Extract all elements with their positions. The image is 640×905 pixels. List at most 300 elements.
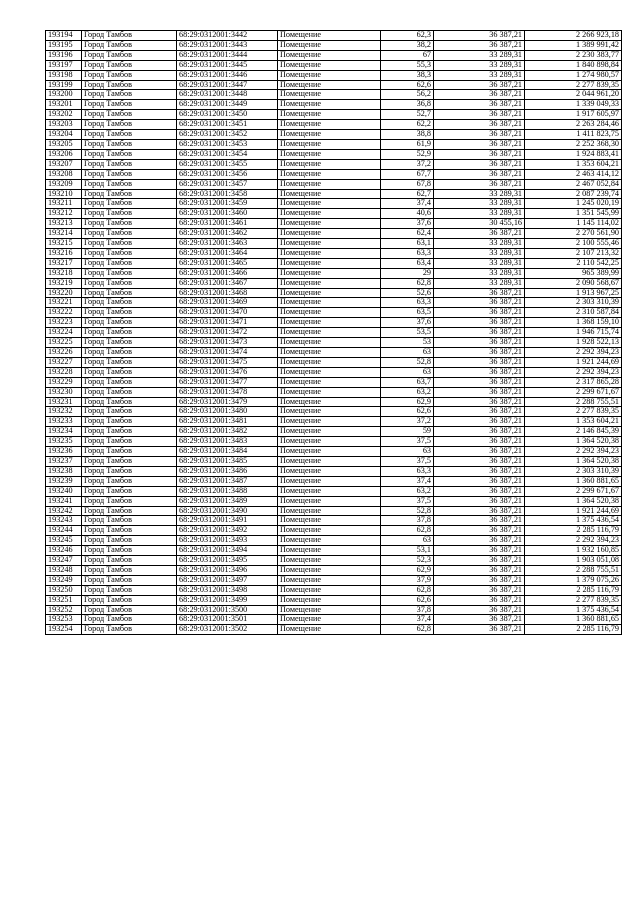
cadastral-number-cell: 68:29:0312001:3466: [177, 268, 278, 278]
cadastral-number-cell: 68:29:0312001:3455: [177, 159, 278, 169]
city-cell: Город Тамбов: [82, 328, 177, 338]
unit-price-cell: 36 387,21: [434, 159, 525, 169]
area-cell: 63,5: [381, 308, 434, 318]
table-row: [46, 427, 622, 437]
city-cell: Город Тамбов: [82, 189, 177, 199]
table-row: [46, 268, 622, 278]
cadastral-value-cell: 2 230 383,77: [525, 50, 622, 60]
cadastral-value-cell: 2 317 865,28: [525, 377, 622, 387]
cadastral-value-cell: 1 368 159,10: [525, 318, 622, 328]
city-cell: Город Тамбов: [82, 318, 177, 328]
object-type-cell: Помещение: [278, 496, 381, 506]
row-number-cell: 193252: [46, 605, 82, 615]
cadastral-value-cell: 1 389 991,42: [525, 40, 622, 50]
area-cell: 38,8: [381, 130, 434, 140]
cadastral-value-cell: 2 146 845,39: [525, 427, 622, 437]
table-row: [46, 60, 622, 70]
area-cell: 62,6: [381, 80, 434, 90]
table-row: [46, 575, 622, 585]
row-number-cell: 193208: [46, 169, 82, 179]
area-cell: 37,6: [381, 318, 434, 328]
object-type-cell: Помещение: [278, 536, 381, 546]
city-cell: Город Тамбов: [82, 80, 177, 90]
city-cell: Город Тамбов: [82, 239, 177, 249]
table-row: [46, 50, 622, 60]
table-row: [46, 367, 622, 377]
cadastral-value-cell: 2 263 284,46: [525, 120, 622, 130]
city-cell: Город Тамбов: [82, 219, 177, 229]
cadastral-value-cell: 2 288 755,51: [525, 565, 622, 575]
area-cell: 67,7: [381, 169, 434, 179]
city-cell: Город Тамбов: [82, 90, 177, 100]
area-cell: 37,5: [381, 496, 434, 506]
city-cell: Город Тамбов: [82, 486, 177, 496]
table-row: [46, 80, 622, 90]
cadastral-number-cell: 68:29:0312001:3481: [177, 417, 278, 427]
area-cell: 37,5: [381, 437, 434, 447]
area-cell: 55,3: [381, 60, 434, 70]
cadastral-value-cell: 1 840 898,84: [525, 60, 622, 70]
cadastral-value-cell: 1 145 114,02: [525, 219, 622, 229]
table-row: [46, 546, 622, 556]
area-cell: 63,3: [381, 248, 434, 258]
table-row: [46, 556, 622, 566]
unit-price-cell: 36 387,21: [434, 595, 525, 605]
cadastral-number-cell: 68:29:0312001:3486: [177, 466, 278, 476]
cadastral-number-cell: 68:29:0312001:3452: [177, 130, 278, 140]
area-cell: 36,8: [381, 100, 434, 110]
cadastral-value-cell: 1 924 883,41: [525, 149, 622, 159]
unit-price-cell: 33 289,31: [434, 239, 525, 249]
object-type-cell: Помещение: [278, 258, 381, 268]
object-type-cell: Помещение: [278, 199, 381, 209]
area-cell: 38,3: [381, 70, 434, 80]
table-row: [46, 248, 622, 258]
object-type-cell: Помещение: [278, 308, 381, 318]
table-row: [46, 40, 622, 50]
area-cell: 37,4: [381, 476, 434, 486]
unit-price-cell: 33 289,31: [434, 70, 525, 80]
table-row: [46, 90, 622, 100]
object-type-cell: Помещение: [278, 219, 381, 229]
cadastral-number-cell: 68:29:0312001:3489: [177, 496, 278, 506]
cadastral-number-cell: 68:29:0312001:3484: [177, 447, 278, 457]
object-type-cell: Помещение: [278, 120, 381, 130]
object-type-cell: Помещение: [278, 70, 381, 80]
area-cell: 63,1: [381, 239, 434, 249]
object-type-cell: Помещение: [278, 526, 381, 536]
cadastral-number-cell: 68:29:0312001:3500: [177, 605, 278, 615]
unit-price-cell: 36 387,21: [434, 179, 525, 189]
table-row: [46, 189, 622, 199]
city-cell: Город Тамбов: [82, 476, 177, 486]
unit-price-cell: 36 387,21: [434, 288, 525, 298]
table-row: [46, 318, 622, 328]
cadastral-value-cell: 1 364 520,38: [525, 456, 622, 466]
city-cell: Город Тамбов: [82, 565, 177, 575]
cadastral-number-cell: 68:29:0312001:3469: [177, 298, 278, 308]
city-cell: Город Тамбов: [82, 447, 177, 457]
cadastral-value-cell: 2 463 414,12: [525, 169, 622, 179]
cadastral-number-cell: 68:29:0312001:3499: [177, 595, 278, 605]
table-row: [46, 288, 622, 298]
table-row: [46, 357, 622, 367]
cadastral-value-cell: 2 467 052,84: [525, 179, 622, 189]
table-row: [46, 536, 622, 546]
cadastral-number-cell: 68:29:0312001:3446: [177, 70, 278, 80]
area-cell: 63,4: [381, 258, 434, 268]
cadastral-number-cell: 68:29:0312001:3488: [177, 486, 278, 496]
cadastral-number-cell: 68:29:0312001:3442: [177, 31, 278, 41]
row-number-cell: 193247: [46, 556, 82, 566]
city-cell: Город Тамбов: [82, 298, 177, 308]
object-type-cell: Помещение: [278, 348, 381, 358]
city-cell: Город Тамбов: [82, 605, 177, 615]
row-number-cell: 193200: [46, 90, 82, 100]
table-row: [46, 447, 622, 457]
object-type-cell: Помещение: [278, 367, 381, 377]
unit-price-cell: 36 387,21: [434, 328, 525, 338]
cadastral-value-cell: 2 100 555,46: [525, 239, 622, 249]
city-cell: Город Тамбов: [82, 556, 177, 566]
row-number-cell: 193254: [46, 625, 82, 635]
cadastral-value-cell: 2 270 561,90: [525, 229, 622, 239]
area-cell: 63: [381, 447, 434, 457]
unit-price-cell: 36 387,21: [434, 565, 525, 575]
unit-price-cell: 36 387,21: [434, 585, 525, 595]
row-number-cell: 193229: [46, 377, 82, 387]
row-number-cell: 193218: [46, 268, 82, 278]
cadastral-number-cell: 68:29:0312001:3494: [177, 546, 278, 556]
table-row: [46, 298, 622, 308]
table-row: [46, 209, 622, 219]
cadastral-value-cell: 2 044 961,20: [525, 90, 622, 100]
area-cell: 63,2: [381, 387, 434, 397]
object-type-cell: Помещение: [278, 595, 381, 605]
row-number-cell: 193198: [46, 70, 82, 80]
table-row: [46, 496, 622, 506]
city-cell: Город Тамбов: [82, 595, 177, 605]
unit-price-cell: 36 387,21: [434, 397, 525, 407]
table-row: [46, 585, 622, 595]
cadastral-number-cell: 68:29:0312001:3485: [177, 456, 278, 466]
city-cell: Город Тамбов: [82, 546, 177, 556]
cadastral-value-cell: 1 360 881,65: [525, 476, 622, 486]
object-type-cell: Помещение: [278, 407, 381, 417]
cadastral-number-cell: 68:29:0312001:3450: [177, 110, 278, 120]
row-number-cell: 193225: [46, 338, 82, 348]
object-type-cell: Помещение: [278, 139, 381, 149]
table-row: [46, 565, 622, 575]
table-row: [46, 387, 622, 397]
row-number-cell: 193220: [46, 288, 82, 298]
area-cell: 53,5: [381, 328, 434, 338]
cadastral-value-cell: 1 932 160,85: [525, 546, 622, 556]
unit-price-cell: 36 387,21: [434, 417, 525, 427]
unit-price-cell: 33 289,31: [434, 209, 525, 219]
city-cell: Город Тамбов: [82, 169, 177, 179]
object-type-cell: Помещение: [278, 149, 381, 159]
cadastral-number-cell: 68:29:0312001:3461: [177, 219, 278, 229]
table-row: [46, 328, 622, 338]
area-cell: 62,4: [381, 229, 434, 239]
table-body: [46, 31, 622, 635]
unit-price-cell: 36 387,21: [434, 625, 525, 635]
table-row: [46, 407, 622, 417]
row-number-cell: 193202: [46, 110, 82, 120]
area-cell: 62,6: [381, 595, 434, 605]
object-type-cell: Помещение: [278, 377, 381, 387]
row-number-cell: 193210: [46, 189, 82, 199]
cadastral-value-cell: 1 353 604,21: [525, 159, 622, 169]
table-row: [46, 179, 622, 189]
cadastral-value-cell: 1 921 244,69: [525, 357, 622, 367]
row-number-cell: 193205: [46, 139, 82, 149]
object-type-cell: Помещение: [278, 100, 381, 110]
unit-price-cell: 36 387,21: [434, 556, 525, 566]
unit-price-cell: 36 387,21: [434, 130, 525, 140]
unit-price-cell: 36 387,21: [434, 318, 525, 328]
unit-price-cell: 36 387,21: [434, 605, 525, 615]
object-type-cell: Помещение: [278, 447, 381, 457]
object-type-cell: Помещение: [278, 338, 381, 348]
row-number-cell: 193240: [46, 486, 82, 496]
area-cell: 56,2: [381, 90, 434, 100]
cadastral-value-cell: 2 285 116,79: [525, 625, 622, 635]
table-row: [46, 615, 622, 625]
cadastral-value-cell: 1 903 051,08: [525, 556, 622, 566]
unit-price-cell: 33 289,31: [434, 60, 525, 70]
object-type-cell: Помещение: [278, 209, 381, 219]
area-cell: 62,3: [381, 31, 434, 41]
object-type-cell: Помещение: [278, 169, 381, 179]
area-cell: 63,7: [381, 377, 434, 387]
unit-price-cell: 33 289,31: [434, 199, 525, 209]
object-type-cell: Помещение: [278, 575, 381, 585]
cadastral-value-cell: 2 292 394,23: [525, 348, 622, 358]
area-cell: 61,9: [381, 139, 434, 149]
table-row: [46, 169, 622, 179]
city-cell: Город Тамбов: [82, 377, 177, 387]
table-row: [46, 348, 622, 358]
city-cell: Город Тамбов: [82, 585, 177, 595]
area-cell: 62,9: [381, 397, 434, 407]
cadastral-value-cell: 2 299 671,67: [525, 486, 622, 496]
table-row: [46, 199, 622, 209]
cadastral-value-cell: 1 364 520,38: [525, 437, 622, 447]
cadastral-value-cell: 2 090 568,67: [525, 278, 622, 288]
cadastral-value-cell: 2 303 310,39: [525, 466, 622, 476]
area-cell: 63: [381, 536, 434, 546]
city-cell: Город Тамбов: [82, 615, 177, 625]
cadastral-number-cell: 68:29:0312001:3473: [177, 338, 278, 348]
area-cell: 29: [381, 268, 434, 278]
area-cell: 63,3: [381, 466, 434, 476]
row-number-cell: 193227: [46, 357, 82, 367]
object-type-cell: Помещение: [278, 486, 381, 496]
cadastral-number-cell: 68:29:0312001:3492: [177, 526, 278, 536]
object-type-cell: Помещение: [278, 437, 381, 447]
row-number-cell: 193197: [46, 60, 82, 70]
object-type-cell: Помещение: [278, 80, 381, 90]
cadastral-value-cell: 1 245 020,19: [525, 199, 622, 209]
row-number-cell: 193245: [46, 536, 82, 546]
cadastral-number-cell: 68:29:0312001:3493: [177, 536, 278, 546]
object-type-cell: Помещение: [278, 278, 381, 288]
cadastral-value-cell: 1 375 436,54: [525, 605, 622, 615]
area-cell: 37,4: [381, 199, 434, 209]
city-cell: Город Тамбов: [82, 536, 177, 546]
row-number-cell: 193251: [46, 595, 82, 605]
table-row: [46, 149, 622, 159]
row-number-cell: 193207: [46, 159, 82, 169]
object-type-cell: Помещение: [278, 40, 381, 50]
table-row: [46, 516, 622, 526]
table-row: [46, 139, 622, 149]
city-cell: Город Тамбов: [82, 357, 177, 367]
cadastral-number-cell: 68:29:0312001:3478: [177, 387, 278, 397]
cadastral-value-cell: 2 277 839,35: [525, 407, 622, 417]
city-cell: Город Тамбов: [82, 159, 177, 169]
cadastral-value-cell: 2 252 368,30: [525, 139, 622, 149]
city-cell: Город Тамбов: [82, 288, 177, 298]
object-type-cell: Помещение: [278, 466, 381, 476]
object-type-cell: Помещение: [278, 546, 381, 556]
city-cell: Город Тамбов: [82, 139, 177, 149]
object-type-cell: Помещение: [278, 159, 381, 169]
unit-price-cell: 33 289,31: [434, 189, 525, 199]
unit-price-cell: 36 387,21: [434, 536, 525, 546]
city-cell: Город Тамбов: [82, 268, 177, 278]
object-type-cell: Помещение: [278, 60, 381, 70]
city-cell: Город Тамбов: [82, 456, 177, 466]
cadastral-number-cell: 68:29:0312001:3458: [177, 189, 278, 199]
cadastral-number-cell: 68:29:0312001:3453: [177, 139, 278, 149]
area-cell: 63: [381, 367, 434, 377]
cadastral-number-cell: 68:29:0312001:3463: [177, 239, 278, 249]
cadastral-value-cell: 2 285 116,79: [525, 526, 622, 536]
cadastral-number-cell: 68:29:0312001:3477: [177, 377, 278, 387]
unit-price-cell: 36 387,21: [434, 31, 525, 41]
area-cell: 62,2: [381, 120, 434, 130]
table-row: [46, 278, 622, 288]
cadastral-value-cell: 1 913 967,25: [525, 288, 622, 298]
unit-price-cell: 36 387,21: [434, 615, 525, 625]
object-type-cell: Помещение: [278, 189, 381, 199]
object-type-cell: Помещение: [278, 239, 381, 249]
row-number-cell: 193222: [46, 308, 82, 318]
city-cell: Город Тамбов: [82, 278, 177, 288]
row-number-cell: 193236: [46, 447, 82, 457]
row-number-cell: 193246: [46, 546, 82, 556]
unit-price-cell: 33 289,31: [434, 258, 525, 268]
object-type-cell: Помещение: [278, 417, 381, 427]
area-cell: 37,2: [381, 417, 434, 427]
city-cell: Город Тамбов: [82, 40, 177, 50]
row-number-cell: 193203: [46, 120, 82, 130]
area-cell: 37,8: [381, 605, 434, 615]
row-number-cell: 193230: [46, 387, 82, 397]
area-cell: 63,2: [381, 486, 434, 496]
object-type-cell: Помещение: [278, 357, 381, 367]
table-row: [46, 338, 622, 348]
cadastral-number-cell: 68:29:0312001:3501: [177, 615, 278, 625]
object-type-cell: Помещение: [278, 585, 381, 595]
unit-price-cell: 36 387,21: [434, 139, 525, 149]
row-number-cell: 193239: [46, 476, 82, 486]
unit-price-cell: 30 455,16: [434, 219, 525, 229]
table-row: [46, 70, 622, 80]
unit-price-cell: 33 289,31: [434, 268, 525, 278]
cadastral-value-cell: 1 364 520,38: [525, 496, 622, 506]
object-type-cell: Помещение: [278, 456, 381, 466]
city-cell: Город Тамбов: [82, 625, 177, 635]
row-number-cell: 193232: [46, 407, 82, 417]
table-row: [46, 456, 622, 466]
cadastral-value-cell: 2 288 755,51: [525, 397, 622, 407]
row-number-cell: 193248: [46, 565, 82, 575]
table-row: [46, 31, 622, 41]
table-row: [46, 159, 622, 169]
unit-price-cell: 36 387,21: [434, 367, 525, 377]
row-number-cell: 193238: [46, 466, 82, 476]
city-cell: Город Тамбов: [82, 407, 177, 417]
cadastral-number-cell: 68:29:0312001:3444: [177, 50, 278, 60]
cadastral-number-cell: 68:29:0312001:3464: [177, 248, 278, 258]
cadastral-value-cell: 2 299 671,67: [525, 387, 622, 397]
cadastral-number-cell: 68:29:0312001:3479: [177, 397, 278, 407]
cadastral-number-cell: 68:29:0312001:3447: [177, 80, 278, 90]
object-type-cell: Помещение: [278, 31, 381, 41]
cadastral-number-cell: 68:29:0312001:3443: [177, 40, 278, 50]
city-cell: Город Тамбов: [82, 338, 177, 348]
cadastral-value-cell: 2 107 213,32: [525, 248, 622, 258]
cadastral-value-cell: 2 277 839,35: [525, 595, 622, 605]
table-row: [46, 377, 622, 387]
cadastral-number-cell: 68:29:0312001:3454: [177, 149, 278, 159]
object-type-cell: Помещение: [278, 179, 381, 189]
table-row: [46, 466, 622, 476]
row-number-cell: 193243: [46, 516, 82, 526]
area-cell: 53,1: [381, 546, 434, 556]
row-number-cell: 193231: [46, 397, 82, 407]
cadastral-value-cell: 1 360 881,65: [525, 615, 622, 625]
area-cell: 63: [381, 348, 434, 358]
unit-price-cell: 36 387,21: [434, 90, 525, 100]
row-number-cell: 193209: [46, 179, 82, 189]
city-cell: Город Тамбов: [82, 506, 177, 516]
area-cell: 52,7: [381, 110, 434, 120]
object-type-cell: Помещение: [278, 50, 381, 60]
row-number-cell: 193215: [46, 239, 82, 249]
table-row: [46, 595, 622, 605]
area-cell: 62,8: [381, 585, 434, 595]
table-row: [46, 417, 622, 427]
row-number-cell: 193242: [46, 506, 82, 516]
object-type-cell: Помещение: [278, 565, 381, 575]
row-number-cell: 193234: [46, 427, 82, 437]
cadastral-number-cell: 68:29:0312001:3459: [177, 199, 278, 209]
cadastral-number-cell: 68:29:0312001:3460: [177, 209, 278, 219]
city-cell: Город Тамбов: [82, 466, 177, 476]
cadastral-number-cell: 68:29:0312001:3491: [177, 516, 278, 526]
city-cell: Город Тамбов: [82, 100, 177, 110]
area-cell: 38,2: [381, 40, 434, 50]
area-cell: 62,7: [381, 189, 434, 199]
city-cell: Город Тамбов: [82, 258, 177, 268]
cadastral-number-cell: 68:29:0312001:3467: [177, 278, 278, 288]
cadastral-number-cell: 68:29:0312001:3498: [177, 585, 278, 595]
